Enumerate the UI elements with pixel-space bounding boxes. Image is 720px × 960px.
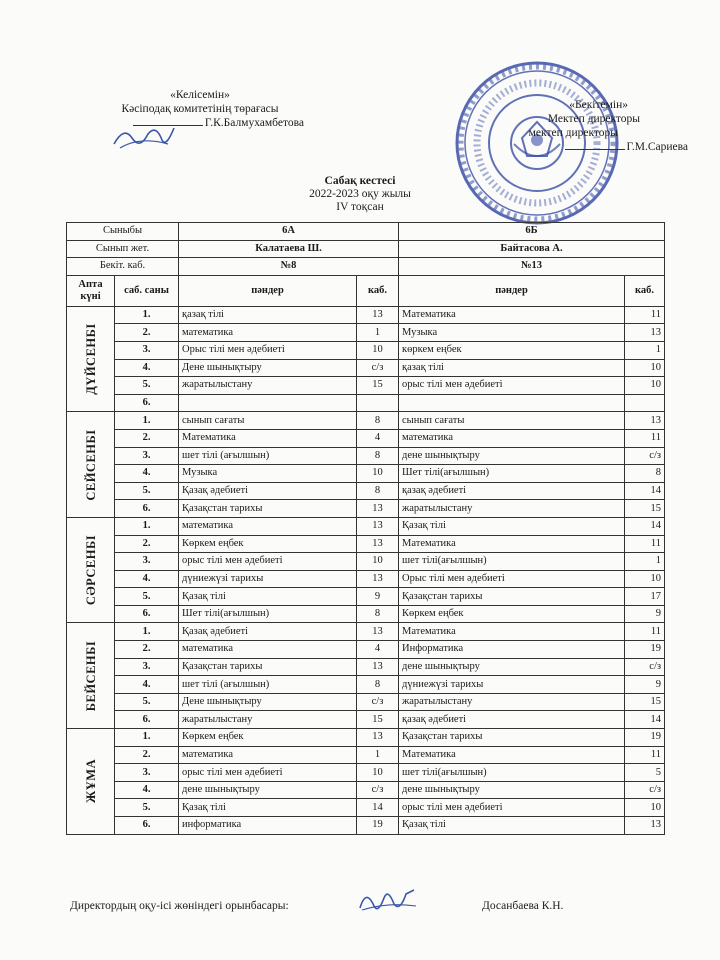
room-6a: 4 xyxy=(357,641,399,659)
subject-6b: сынып сағаты xyxy=(399,412,625,430)
day-label xyxy=(67,517,115,623)
subject-6b: математика xyxy=(399,429,625,447)
lesson-number: 5. xyxy=(115,693,179,711)
room-6a: 13 xyxy=(357,570,399,588)
lesson-number: 4. xyxy=(115,359,179,377)
approval-left-position: Кәсіподақ комитетінің төрағасы xyxy=(121,103,279,115)
subject-6a: орыс тілі мен әдебиеті xyxy=(179,553,357,571)
table-row xyxy=(67,447,665,465)
table-row xyxy=(67,429,665,447)
table-row xyxy=(67,799,665,817)
room-6b: 13 xyxy=(625,412,665,430)
table-row xyxy=(67,570,665,588)
table-row xyxy=(67,641,665,659)
day-label xyxy=(67,306,115,412)
approval-right xyxy=(478,98,688,154)
subject-6a: Қазақ әдебиеті xyxy=(179,482,357,500)
subject-6b: көркем еңбек xyxy=(399,341,625,359)
lesson-number: 3. xyxy=(115,553,179,571)
room-6a: с/з xyxy=(357,781,399,799)
teacher-6a: Калатаева Ш. xyxy=(179,240,399,258)
subject-6b: орыс тілі мен әдебиеті xyxy=(399,799,625,817)
approval-left-name: Г.К.Балмухамбетова xyxy=(204,117,304,129)
subject-6b: Математика xyxy=(399,623,625,641)
day-label-text: БЕЙСЕНБІ xyxy=(83,640,98,712)
lesson-number: 3. xyxy=(115,658,179,676)
subject-6b: Орыс тілі мен әдебиеті xyxy=(399,570,625,588)
room-6a: 10 xyxy=(357,341,399,359)
table-row xyxy=(67,746,665,764)
room-6a: 10 xyxy=(357,764,399,782)
subject-6b: орыс тілі мен әдебиеті xyxy=(399,377,625,395)
lesson-number: 2. xyxy=(115,641,179,659)
table-row xyxy=(67,377,665,395)
subject-6b: Шет тілі(ағылшын) xyxy=(399,465,625,483)
subject-6b: шет тілі(ағылшын) xyxy=(399,764,625,782)
day-label xyxy=(67,623,115,729)
header-row-class xyxy=(67,223,665,241)
subject-6a: жаратылыстану xyxy=(179,711,357,729)
subject-6a: Қазақ тілі xyxy=(179,588,357,606)
room-6a: 8 xyxy=(357,676,399,694)
room-6a xyxy=(357,394,399,412)
room-6b xyxy=(625,394,665,412)
room-6b: 13 xyxy=(625,324,665,342)
subject-6b: Қазақстан тарихы xyxy=(399,588,625,606)
subject-6a xyxy=(179,394,357,412)
subject-6a: Қазақ әдебиеті xyxy=(179,623,357,641)
lesson-number: 4. xyxy=(115,676,179,694)
room-6a: 13 xyxy=(357,623,399,641)
lesson-number: 6. xyxy=(115,711,179,729)
table-row xyxy=(67,341,665,359)
day-label-text: СӘРСЕНБІ xyxy=(83,535,98,606)
room-6a: 8 xyxy=(357,447,399,465)
subject-6a: математика xyxy=(179,324,357,342)
signature-footer-icon xyxy=(354,884,424,918)
room-6a: 13 xyxy=(357,517,399,535)
room-6b: 11 xyxy=(625,306,665,324)
table-row xyxy=(67,676,665,694)
teacher-label: Сынып жет. xyxy=(67,240,179,258)
lesson-number: 3. xyxy=(115,764,179,782)
subject-6b: Математика xyxy=(399,535,625,553)
lesson-number: 2. xyxy=(115,746,179,764)
table-row xyxy=(67,764,665,782)
approval-left-title: «Келісемін» xyxy=(170,89,230,101)
subject-6b: шет тілі(ағылшын) xyxy=(399,553,625,571)
room-6b: с/з xyxy=(625,658,665,676)
room-6b: 9 xyxy=(625,676,665,694)
subject-6a: Көркем еңбек xyxy=(179,535,357,553)
room-6b: 15 xyxy=(625,693,665,711)
room-6a: 8 xyxy=(357,412,399,430)
table-row xyxy=(67,553,665,571)
lesson-number: 1. xyxy=(115,729,179,747)
subject-6a: қазақ тілі xyxy=(179,306,357,324)
room-6b: 19 xyxy=(625,641,665,659)
room-6a: 1 xyxy=(357,746,399,764)
lesson-number: 3. xyxy=(115,341,179,359)
subject-6b: дүниежүзі тарихы xyxy=(399,676,625,694)
header-row-columns xyxy=(67,275,665,306)
subject-6b: дене шынықтыру xyxy=(399,447,625,465)
room-6a: №8 xyxy=(179,258,399,276)
table-row xyxy=(67,394,665,412)
table-row xyxy=(67,693,665,711)
table-row xyxy=(67,623,665,641)
room-6a: 9 xyxy=(357,588,399,606)
subject-6a: математика xyxy=(179,746,357,764)
room-6b: 19 xyxy=(625,729,665,747)
subject-6b: Көркем еңбек xyxy=(399,605,625,623)
room-6b: 13 xyxy=(625,817,665,835)
subject-6a: Қазақстан тарихы xyxy=(179,658,357,676)
approval-right-name: Г.М.Сариева xyxy=(626,141,688,153)
room-6a: 19 xyxy=(357,817,399,835)
table-row xyxy=(67,605,665,623)
room-6a: 8 xyxy=(357,482,399,500)
subject-6a: Математика xyxy=(179,429,357,447)
subject-6a: сынып сағаты xyxy=(179,412,357,430)
subject-6b: Музыка xyxy=(399,324,625,342)
room-6b: с/з xyxy=(625,447,665,465)
subject-6b: Қазақ тілі xyxy=(399,817,625,835)
subject-6a: Қазақстан тарихы xyxy=(179,500,357,518)
subject-6a: жаратылыстану xyxy=(179,377,357,395)
subject-6b: қазақ әдебиеті xyxy=(399,711,625,729)
room-6a: 13 xyxy=(357,500,399,518)
subject-6a: Дене шынықтыру xyxy=(179,359,357,377)
class-6b: 6Б xyxy=(399,223,665,241)
room-col-header-6a: каб. xyxy=(357,275,399,306)
room-6b: 11 xyxy=(625,535,665,553)
room-6b: 9 xyxy=(625,605,665,623)
room-6b: 1 xyxy=(625,341,665,359)
approval-right-line1: Мектеп директоры xyxy=(547,113,640,125)
lesson-number: 3. xyxy=(115,447,179,465)
schedule-table xyxy=(66,222,665,835)
room-6b: 8 xyxy=(625,465,665,483)
subject-6a: Музыка xyxy=(179,465,357,483)
footer-name: Досанбаева К.Н. xyxy=(482,900,564,912)
room-6b: 15 xyxy=(625,500,665,518)
lesson-number: 1. xyxy=(115,623,179,641)
table-row xyxy=(67,658,665,676)
lesson-number: 1. xyxy=(115,306,179,324)
room-6b: 10 xyxy=(625,570,665,588)
table-row xyxy=(67,500,665,518)
table-row xyxy=(67,359,665,377)
lesson-number: 6. xyxy=(115,817,179,835)
room-6b: 11 xyxy=(625,429,665,447)
room-6b: 14 xyxy=(625,711,665,729)
table-row xyxy=(67,306,665,324)
lesson-number: 6. xyxy=(115,500,179,518)
document-title-block xyxy=(250,175,470,214)
subject-6b: Математика xyxy=(399,746,625,764)
lesson-number: 5. xyxy=(115,482,179,500)
room-6b: 14 xyxy=(625,482,665,500)
table-row xyxy=(67,535,665,553)
subject-6b xyxy=(399,394,625,412)
subject-6b: Қазақстан тарихы xyxy=(399,729,625,747)
table-row xyxy=(67,482,665,500)
subject-6b: қазақ тілі xyxy=(399,359,625,377)
subject-6a: математика xyxy=(179,517,357,535)
lesson-number: 4. xyxy=(115,465,179,483)
lesson-number: 5. xyxy=(115,377,179,395)
subject-6a: дүниежүзі тарихы xyxy=(179,570,357,588)
day-col-header: Апта күні xyxy=(67,275,115,306)
table-row xyxy=(67,465,665,483)
room-6b: с/з xyxy=(625,781,665,799)
lesson-number: 6. xyxy=(115,605,179,623)
table-row xyxy=(67,711,665,729)
table-row xyxy=(67,729,665,747)
approval-right-title: «Бекітемін» xyxy=(569,99,628,111)
room-6a: 8 xyxy=(357,605,399,623)
room-6a: 10 xyxy=(357,553,399,571)
day-label xyxy=(67,412,115,518)
document-title: Сабақ кестесі xyxy=(324,175,396,187)
subject-6a: шет тілі (ағылшын) xyxy=(179,676,357,694)
header-row-room xyxy=(67,258,665,276)
table-row xyxy=(67,588,665,606)
lesson-number: 2. xyxy=(115,535,179,553)
subject-6b: Математика xyxy=(399,306,625,324)
subject-6a: орыс тілі мен әдебиеті xyxy=(179,764,357,782)
footer-label: Директордың оқу-ісі жөніндегі орынбасары: xyxy=(70,900,289,912)
room-6a: 14 xyxy=(357,799,399,817)
subject-6a: математика xyxy=(179,641,357,659)
table-row xyxy=(67,412,665,430)
subj-col-header-6b: пәндер xyxy=(399,275,625,306)
room-col-header-6b: каб. xyxy=(625,275,665,306)
subject-6a: дене шынықтыру xyxy=(179,781,357,799)
subject-6b: жаратылыстану xyxy=(399,693,625,711)
room-6b: 10 xyxy=(625,359,665,377)
table-row xyxy=(67,817,665,835)
subj-col-header-6a: пәндер xyxy=(179,275,357,306)
room-6b: 10 xyxy=(625,377,665,395)
room-6b: 14 xyxy=(625,517,665,535)
subject-6a: Дене шынықтыру xyxy=(179,693,357,711)
subject-6b: дене шынықтыру xyxy=(399,658,625,676)
class-label: Сыныбы xyxy=(67,223,179,241)
room-6b: 11 xyxy=(625,623,665,641)
lesson-number: 6. xyxy=(115,394,179,412)
subject-6b: жаратылыстану xyxy=(399,500,625,518)
room-6a: 13 xyxy=(357,729,399,747)
subject-6b: қазақ әдебиеті xyxy=(399,482,625,500)
subject-6a: Шет тілі(ағылшын) xyxy=(179,605,357,623)
room-6a: 15 xyxy=(357,377,399,395)
table-row xyxy=(67,781,665,799)
room-6b: №13 xyxy=(399,258,665,276)
num-col-header: саб. саны xyxy=(115,275,179,306)
lesson-number: 4. xyxy=(115,781,179,799)
lesson-number: 1. xyxy=(115,517,179,535)
room-6b: 17 xyxy=(625,588,665,606)
room-6b: 5 xyxy=(625,764,665,782)
room-6b: 10 xyxy=(625,799,665,817)
day-label xyxy=(67,729,115,835)
subject-6a: Көркем еңбек xyxy=(179,729,357,747)
room-6a: 1 xyxy=(357,324,399,342)
room-6a: 4 xyxy=(357,429,399,447)
room-6a: с/з xyxy=(357,693,399,711)
class-6a: 6А xyxy=(179,223,399,241)
approval-right-line2: мектеп директоры xyxy=(528,127,618,139)
subject-6b: дене шынықтыру xyxy=(399,781,625,799)
lesson-number: 4. xyxy=(115,570,179,588)
subject-6b: Информатика xyxy=(399,641,625,659)
table-row xyxy=(67,517,665,535)
table-row xyxy=(67,324,665,342)
room-6a: с/з xyxy=(357,359,399,377)
signature-left-icon xyxy=(110,118,180,158)
lesson-number: 1. xyxy=(115,412,179,430)
subject-6a: информатика xyxy=(179,817,357,835)
subject-6b: Қазақ тілі xyxy=(399,517,625,535)
day-label-text: СЕЙСЕНБІ xyxy=(83,428,98,501)
teacher-6b: Байтасова А. xyxy=(399,240,665,258)
lesson-number: 2. xyxy=(115,324,179,342)
header-row-teacher xyxy=(67,240,665,258)
document-year: 2022-2023 оқу жылы xyxy=(309,188,411,200)
room-label: Бекіт. каб. xyxy=(67,258,179,276)
room-6a: 15 xyxy=(357,711,399,729)
room-6a: 13 xyxy=(357,306,399,324)
subject-6a: Қазақ тілі xyxy=(179,799,357,817)
document-term: IV тоқсан xyxy=(336,201,384,213)
room-6a: 13 xyxy=(357,535,399,553)
lesson-number: 5. xyxy=(115,588,179,606)
lesson-number: 5. xyxy=(115,799,179,817)
day-label-text: ДҮЙСЕНБІ xyxy=(83,323,98,395)
room-6b: 11 xyxy=(625,746,665,764)
day-label-text: ЖҰМА xyxy=(83,759,98,804)
room-6a: 13 xyxy=(357,658,399,676)
lesson-number: 2. xyxy=(115,429,179,447)
room-6b: 1 xyxy=(625,553,665,571)
room-6a: 10 xyxy=(357,465,399,483)
subject-6a: Орыс тілі мен әдебиеті xyxy=(179,341,357,359)
subject-6a: шет тілі (ағылшын) xyxy=(179,447,357,465)
